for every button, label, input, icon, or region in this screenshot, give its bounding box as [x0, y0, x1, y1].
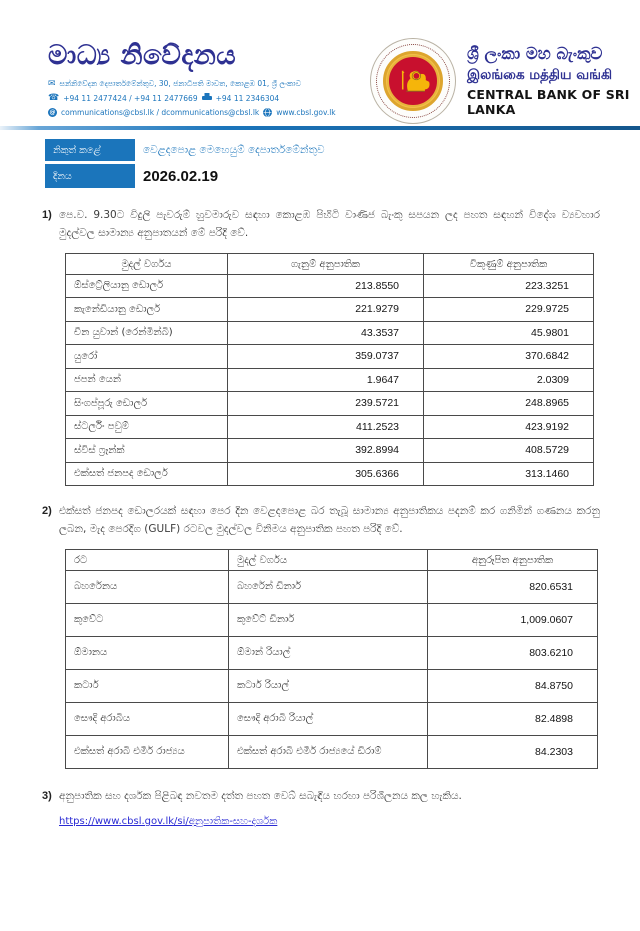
currency-name-cell: බහරේන් ඩිනාර් [229, 570, 428, 603]
phone-line [48, 93, 358, 104]
table-header-row [66, 253, 594, 274]
letterhead-left [48, 40, 358, 117]
selling-rate-cell: 223.3251 [424, 274, 594, 298]
column-header-indicative-rate: අනුරූපිත අනුපාතික [428, 549, 598, 570]
buying-rate-cell: 411.2523 [228, 415, 424, 439]
country-cell: ඕමානය [66, 636, 229, 669]
table-row [66, 439, 594, 463]
phone-numbers: +94 11 2477424 / +94 11 2477669 [63, 94, 198, 104]
phone-icon: ☎ [48, 93, 60, 104]
table-row [66, 702, 598, 735]
column-header-currency: මුදල් වර්ගය [229, 549, 428, 570]
date-value: 2026.02.19 [143, 167, 219, 185]
table-row [66, 392, 594, 416]
item-1-number: 1) [42, 209, 52, 221]
currency-name-cell: ජපන් යෙන් [66, 368, 228, 392]
currency-name-cell: කැනේඩියානු ඩොලර් [66, 298, 228, 322]
table-row [66, 345, 594, 369]
bank-name-tamil: இலங்கை மத்திய வங்கி [467, 66, 613, 83]
currency-name-cell: කටාර් රියාල් [229, 669, 428, 702]
selling-rate-cell: 370.6842 [424, 345, 594, 369]
table-row [66, 298, 594, 322]
column-header-buying-rate: ගැනුම් අනුපාතික [228, 253, 424, 274]
item-1-text: පෙ.ව. 9.30ට විදුලි පැවරුම් හුවමාරුව සඳහා කොළඹ පිහිටි වාණිජ බැංකු සපයන ලද පහත සඳහන් විදේශ ව්‍යවහාර මුදල්වල සාමාන්‍ය අනුපාතයන් මේ පරිදි වේ. [59, 209, 600, 239]
currency-name-cell: එක්සත් අරාබි එමීර් රාජ්‍යයේ ඩිරාම් [229, 735, 428, 768]
bank-name-block [467, 44, 640, 118]
meta-block [45, 139, 325, 191]
fax-number: +94 11 2346304 [215, 94, 280, 104]
exchange-rates-table [65, 253, 594, 487]
email-icon: @ [49, 109, 56, 117]
envelope-icon: ✉ [48, 78, 56, 89]
buying-rate-cell: 239.5721 [228, 392, 424, 416]
letterhead-right [370, 38, 640, 124]
table-row [66, 570, 598, 603]
table-row [66, 603, 598, 636]
document-body [42, 207, 600, 828]
currency-name-cell: කුවේට් ඩිනාර් [229, 603, 428, 636]
item-3-number: 3) [42, 789, 52, 802]
table-row [66, 735, 598, 768]
selling-rate-cell: 45.9801 [424, 321, 594, 345]
indicative-rate-cell: 820.6531 [428, 570, 598, 603]
selling-rate-cell: 248.8965 [424, 392, 594, 416]
buying-rate-cell: 392.8994 [228, 439, 424, 463]
table-row [66, 462, 594, 486]
column-header-currency: මුදල් වර්ගය [66, 253, 228, 274]
indicative-rate-cell: 803.6210 [428, 636, 598, 669]
globe-icon [263, 108, 272, 117]
email-line [48, 108, 358, 117]
currency-name-cell: සිංගප්පූරු ඩොලර් [66, 392, 228, 416]
country-cell: සෞදි අරාබිය [66, 702, 229, 735]
selling-rate-cell: 423.9192 [424, 415, 594, 439]
currency-name-cell: ඕස්ට්‍රේලියානු ඩොලර් [66, 274, 228, 298]
buying-rate-cell: 213.8550 [228, 274, 424, 298]
currency-name-cell: එක්සත් ජනපද ඩොලර් [66, 462, 228, 486]
table-row [66, 415, 594, 439]
buying-rate-cell: 43.3537 [228, 321, 424, 345]
table-row [66, 636, 598, 669]
rates-indexes-link[interactable]: https://www.cbsl.gov.lk/si/අනුපාතික-සහ-දර්ශක [59, 815, 278, 827]
table-header-row [66, 549, 598, 570]
item-2-number: 2) [42, 505, 52, 518]
item-3 [42, 788, 600, 828]
country-cell: කටාර් [66, 669, 229, 702]
table-row [66, 321, 594, 345]
table-row [66, 669, 598, 702]
date-row [45, 164, 325, 188]
buying-rate-cell: 359.0737 [228, 345, 424, 369]
currency-name-cell: චීන යුවාන් (රෙන්මින්බි) [66, 321, 228, 345]
item-1 [42, 207, 600, 243]
website-url: www.cbsl.gov.lk [276, 108, 336, 118]
currency-name-cell: ස්විස් ෆ්‍රෑන්ක් [66, 439, 228, 463]
currency-name-cell: සෞදි අරාබි රියාල් [229, 702, 428, 735]
item-2 [42, 503, 600, 539]
buying-rate-cell: 305.6366 [228, 462, 424, 486]
date-label: දිනය [45, 164, 135, 188]
currency-name-cell: ඕමාන් රියාල් [229, 636, 428, 669]
column-header-country: රට [66, 549, 229, 570]
lion-icon [396, 64, 430, 98]
issued-by-row [45, 139, 325, 161]
currency-name-cell: ස්ටර්ලිං පවුම් [66, 415, 228, 439]
country-cell: එක්සත් අරාබි එමීර් රාජ්‍යය [66, 735, 229, 768]
address-text: සන්නිවේදන දෙපාර්තමේන්තුව, 30, ජනාධිපති මාවත, කොළඹ 01, ශ්‍රී ලංකාව [59, 79, 301, 89]
selling-rate-cell: 2.0309 [424, 368, 594, 392]
fax-icon [202, 93, 212, 104]
page-title: මාධ්‍ය නිවේදනය [48, 40, 237, 71]
selling-rate-cell: 229.9725 [424, 298, 594, 322]
country-cell: කුවේට [66, 603, 229, 636]
cbsl-logo [370, 38, 456, 124]
email-addresses: communications@cbsl.lk / dcommunications@cbsl.lk [61, 108, 260, 118]
issued-by-label: නිකුත් කළේ [45, 139, 135, 161]
column-header-selling-rate: විකුණුම් අනුපාතික [424, 253, 594, 274]
currency-name-cell: යුරෝ [66, 345, 228, 369]
country-cell: බහරේනය [66, 570, 229, 603]
bank-name-sinhala: ශ්‍රී ලංකා මහ බැංකුව [467, 44, 603, 64]
table-row [66, 368, 594, 392]
indicative-rate-cell: 1,009.0607 [428, 603, 598, 636]
indicative-rate-cell: 84.8750 [428, 669, 598, 702]
gulf-rates-table [65, 549, 598, 769]
item-2-text: එක්සත් ජනපද ඩොලරයක් සඳහා පෙර දින වෙළදපොළ බර තැබූ සාමාන්‍ය අනුපාතිකය පදනම් කර ගනිමින් ගණනය කරනු ලබන, මැද පෙරදිග (GULF) රටවල මුදල්වල විනිමය අනුපාතික පහත පරිදි වේ. [59, 505, 600, 536]
buying-rate-cell: 1.9647 [228, 368, 424, 392]
item-3-text: අනුපාතික සහ දර්ශක පිළිබඳ නවතම දත්ත පහත වෙබ් සබැඳිය හරහා පරිශීලනය කල හැකිය. [59, 789, 462, 802]
bank-name-english: CENTRAL BANK OF SRI LANKA [467, 86, 630, 118]
table-row [66, 274, 594, 298]
issued-by-value: වෙළදපොළ මෙහෙයුම් දෙපාර්තමේන්තුව [143, 143, 325, 156]
address-line [48, 79, 358, 89]
indicative-rate-cell: 84.2303 [428, 735, 598, 768]
buying-rate-cell: 221.9279 [228, 298, 424, 322]
indicative-rate-cell: 82.4898 [428, 702, 598, 735]
selling-rate-cell: 408.5729 [424, 439, 594, 463]
header-divider [0, 126, 640, 130]
logo-lion-emblem [387, 55, 439, 107]
selling-rate-cell: 313.1460 [424, 462, 594, 486]
